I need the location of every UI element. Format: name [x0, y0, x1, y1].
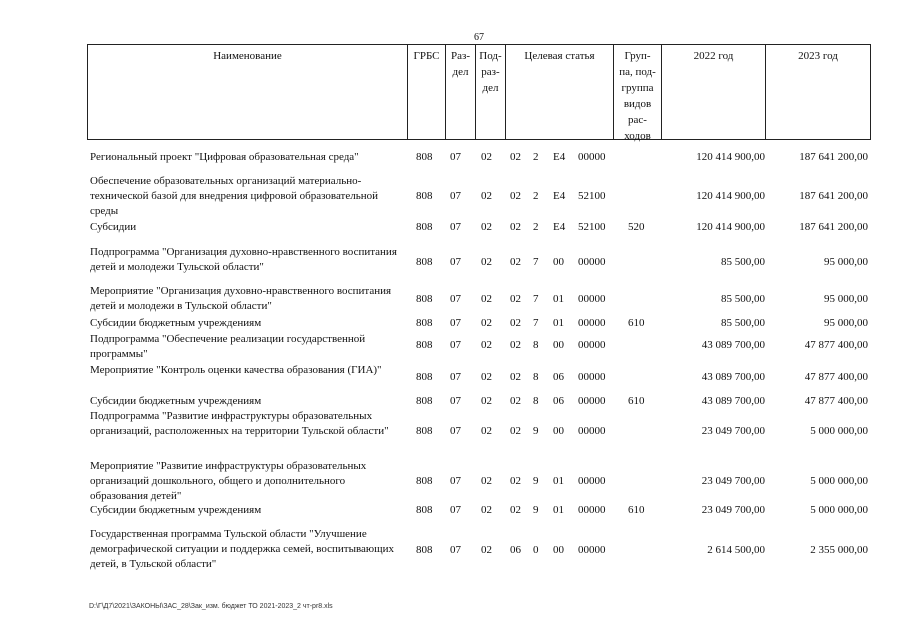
cell-c4: 00000 — [578, 317, 606, 329]
header-target: Целевая статья — [506, 45, 614, 139]
cell-c2: 9 — [533, 475, 539, 487]
cell-v2022: 120 414 900,00 — [696, 221, 765, 233]
cell-c4: 00000 — [578, 151, 606, 163]
cell-pr: 02 — [481, 425, 492, 437]
cell-pr: 02 — [481, 339, 492, 351]
cell-v2022: 120 414 900,00 — [696, 151, 765, 163]
cell-vr: 520 — [628, 221, 645, 233]
cell-c4: 00000 — [578, 371, 606, 383]
row-name: Подпрограмма "Обеспечение реализации государственной программы" — [90, 333, 366, 360]
cell-rz: 07 — [450, 425, 461, 437]
cell-c2: 2 — [533, 190, 539, 202]
cell-c1: 02 — [510, 151, 521, 163]
cell-v2022: 23 049 700,00 — [701, 475, 765, 487]
cell-c2: 8 — [533, 339, 539, 351]
cell-c4: 00000 — [578, 395, 606, 407]
cell-v2023: 187 641 200,00 — [799, 190, 868, 202]
cell-c3: 00 — [553, 256, 564, 268]
cell-v2022: 2 614 500,00 — [707, 544, 765, 556]
cell-pr: 02 — [481, 256, 492, 268]
cell-grbs: 808 — [416, 151, 433, 163]
cell-vr: 610 — [628, 504, 645, 516]
cell-c4: 52100 — [578, 190, 606, 202]
row-name: Субсидии бюджетным учреждениям — [90, 504, 262, 516]
cell-rz: 07 — [450, 190, 461, 202]
cell-rz: 07 — [450, 504, 461, 516]
row-name: Субсидии бюджетным учреждениям — [90, 317, 262, 329]
cell-c3: 01 — [553, 475, 564, 487]
cell-v2023: 95 000,00 — [824, 317, 868, 329]
row-name: Подпрограмма "Организация духовно-нравственного воспитания детей и молодежи Тульской области" — [90, 246, 397, 273]
row-name: Региональный проект "Цифровая образовательная среда" — [90, 151, 359, 163]
header-podrazdel: Под- раз- дел — [476, 45, 506, 139]
cell-v2023: 5 000 000,00 — [810, 504, 868, 516]
cell-rz: 07 — [450, 339, 461, 351]
cell-pr: 02 — [481, 504, 492, 516]
cell-pr: 02 — [481, 371, 492, 383]
cell-c4: 00000 — [578, 504, 606, 516]
cell-pr: 02 — [481, 317, 492, 329]
cell-grbs: 808 — [416, 544, 433, 556]
header-razdel: Раз- дел — [446, 45, 476, 139]
row-name: Мероприятие "Организация духовно-нравственного воспитания детей и молодежи в Тульской области" — [90, 285, 392, 312]
cell-v2022: 23 049 700,00 — [701, 425, 765, 437]
cell-c3: 01 — [553, 317, 564, 329]
cell-pr: 02 — [481, 395, 492, 407]
cell-v2022: 23 049 700,00 — [701, 504, 765, 516]
row-name: Мероприятие "Контроль оценки качества образования (ГИА)" — [90, 364, 382, 376]
cell-c2: 7 — [533, 256, 539, 268]
cell-rz: 07 — [450, 293, 461, 305]
cell-v2023: 187 641 200,00 — [799, 151, 868, 163]
cell-rz: 07 — [450, 151, 461, 163]
row-name: Мероприятие "Развитие инфраструктуры образовательных организаций дошкольного, общего и дополнительного образования детей" — [90, 460, 367, 502]
cell-c1: 02 — [510, 317, 521, 329]
cell-pr: 02 — [481, 151, 492, 163]
cell-grbs: 808 — [416, 339, 433, 351]
cell-c1: 02 — [510, 293, 521, 305]
cell-c1: 02 — [510, 339, 521, 351]
cell-v2023: 95 000,00 — [824, 293, 868, 305]
cell-c1: 02 — [510, 504, 521, 516]
cell-c2: 7 — [533, 317, 539, 329]
cell-c3: 01 — [553, 504, 564, 516]
cell-c1: 02 — [510, 256, 521, 268]
cell-v2023: 5 000 000,00 — [810, 475, 868, 487]
cell-grbs: 808 — [416, 395, 433, 407]
cell-v2023: 5 000 000,00 — [810, 425, 868, 437]
cell-v2022: 43 089 700,00 — [701, 339, 765, 351]
cell-v2023: 95 000,00 — [824, 256, 868, 268]
header-grbs: ГРБС — [408, 45, 446, 139]
cell-c3: 00 — [553, 425, 564, 437]
cell-c4: 00000 — [578, 475, 606, 487]
row-name: Обеспечение образовательных организаций материально-технической базой для внедрения цифровой образовательной среды — [90, 175, 379, 217]
cell-v2022: 43 089 700,00 — [701, 395, 765, 407]
cell-c2: 2 — [533, 151, 539, 163]
cell-c2: 0 — [533, 544, 539, 556]
cell-c1: 02 — [510, 190, 521, 202]
cell-c1: 02 — [510, 425, 521, 437]
cell-rz: 07 — [450, 475, 461, 487]
cell-c3: 00 — [553, 544, 564, 556]
cell-grbs: 808 — [416, 425, 433, 437]
cell-c4: 00000 — [578, 256, 606, 268]
cell-v2022: 43 089 700,00 — [701, 371, 765, 383]
cell-c3: 06 — [553, 395, 564, 407]
cell-c2: 9 — [533, 425, 539, 437]
cell-c3: 01 — [553, 293, 564, 305]
row-name: Субсидии — [90, 221, 137, 233]
cell-c4: 00000 — [578, 544, 606, 556]
row-name: Субсидии бюджетным учреждениям — [90, 395, 262, 407]
cell-rz: 07 — [450, 371, 461, 383]
cell-c2: 7 — [533, 293, 539, 305]
cell-rz: 07 — [450, 395, 461, 407]
cell-grbs: 808 — [416, 256, 433, 268]
cell-rz: 07 — [450, 221, 461, 233]
cell-c1: 02 — [510, 221, 521, 233]
cell-v2023: 187 641 200,00 — [799, 221, 868, 233]
cell-c3: Е4 — [553, 151, 566, 163]
cell-pr: 02 — [481, 190, 492, 202]
cell-pr: 02 — [481, 221, 492, 233]
table-header — [87, 44, 871, 140]
header-2022: 2022 год — [662, 45, 766, 139]
cell-v2022: 85 500,00 — [721, 317, 765, 329]
cell-c4: 00000 — [578, 339, 606, 351]
cell-c1: 02 — [510, 475, 521, 487]
cell-c2: 8 — [533, 371, 539, 383]
cell-vr: 610 — [628, 317, 645, 329]
cell-c3: 06 — [553, 371, 564, 383]
header-2023: 2023 год — [798, 50, 838, 62]
cell-c1: 02 — [510, 395, 521, 407]
cell-rz: 07 — [450, 256, 461, 268]
cell-grbs: 808 — [416, 190, 433, 202]
cell-grbs: 808 — [416, 371, 433, 383]
cell-v2023: 47 877 400,00 — [804, 339, 868, 351]
cell-pr: 02 — [481, 475, 492, 487]
cell-c4: 00000 — [578, 425, 606, 437]
cell-v2022: 120 414 900,00 — [696, 190, 765, 202]
cell-c3: 00 — [553, 339, 564, 351]
row-name: Подпрограмма "Развитие инфраструктуры образовательных организаций, расположенных на территории Тульской области" — [90, 410, 389, 437]
cell-c3: Е4 — [553, 221, 566, 233]
cell-v2022: 85 500,00 — [721, 293, 765, 305]
header-group: Груп- па, под- группа видов рас- ходов — [614, 45, 662, 139]
cell-c1: 02 — [510, 371, 521, 383]
cell-pr: 02 — [481, 293, 492, 305]
cell-c3: Е4 — [553, 190, 566, 202]
cell-c4: 00000 — [578, 293, 606, 305]
cell-pr: 02 — [481, 544, 492, 556]
cell-v2023: 47 877 400,00 — [804, 371, 868, 383]
cell-rz: 07 — [450, 544, 461, 556]
row-name: Государственная программа Тульской области "Улучшение демографической ситуации и поддержка семей, воспитывающих детей, в Тульской области" — [90, 528, 394, 570]
cell-c1: 06 — [510, 544, 521, 556]
cell-v2023: 47 877 400,00 — [804, 395, 868, 407]
cell-grbs: 808 — [416, 475, 433, 487]
cell-c4: 52100 — [578, 221, 606, 233]
cell-grbs: 808 — [416, 293, 433, 305]
cell-grbs: 808 — [416, 317, 433, 329]
header-name: Наименование — [88, 45, 408, 139]
file-path-footer: D:\Г\Д7\2021\ЗАКОНЫ\ЗАС_28\Зак_изм. бюджет ТО 2021-2023_2 чт-pr8.xls — [89, 603, 333, 610]
cell-v2022: 85 500,00 — [721, 256, 765, 268]
cell-rz: 07 — [450, 317, 461, 329]
cell-c2: 2 — [533, 221, 539, 233]
page-number: 67 — [474, 32, 484, 43]
cell-c2: 8 — [533, 395, 539, 407]
cell-v2023: 2 355 000,00 — [810, 544, 868, 556]
cell-c2: 9 — [533, 504, 539, 516]
cell-vr: 610 — [628, 395, 645, 407]
cell-grbs: 808 — [416, 221, 433, 233]
cell-grbs: 808 — [416, 504, 433, 516]
